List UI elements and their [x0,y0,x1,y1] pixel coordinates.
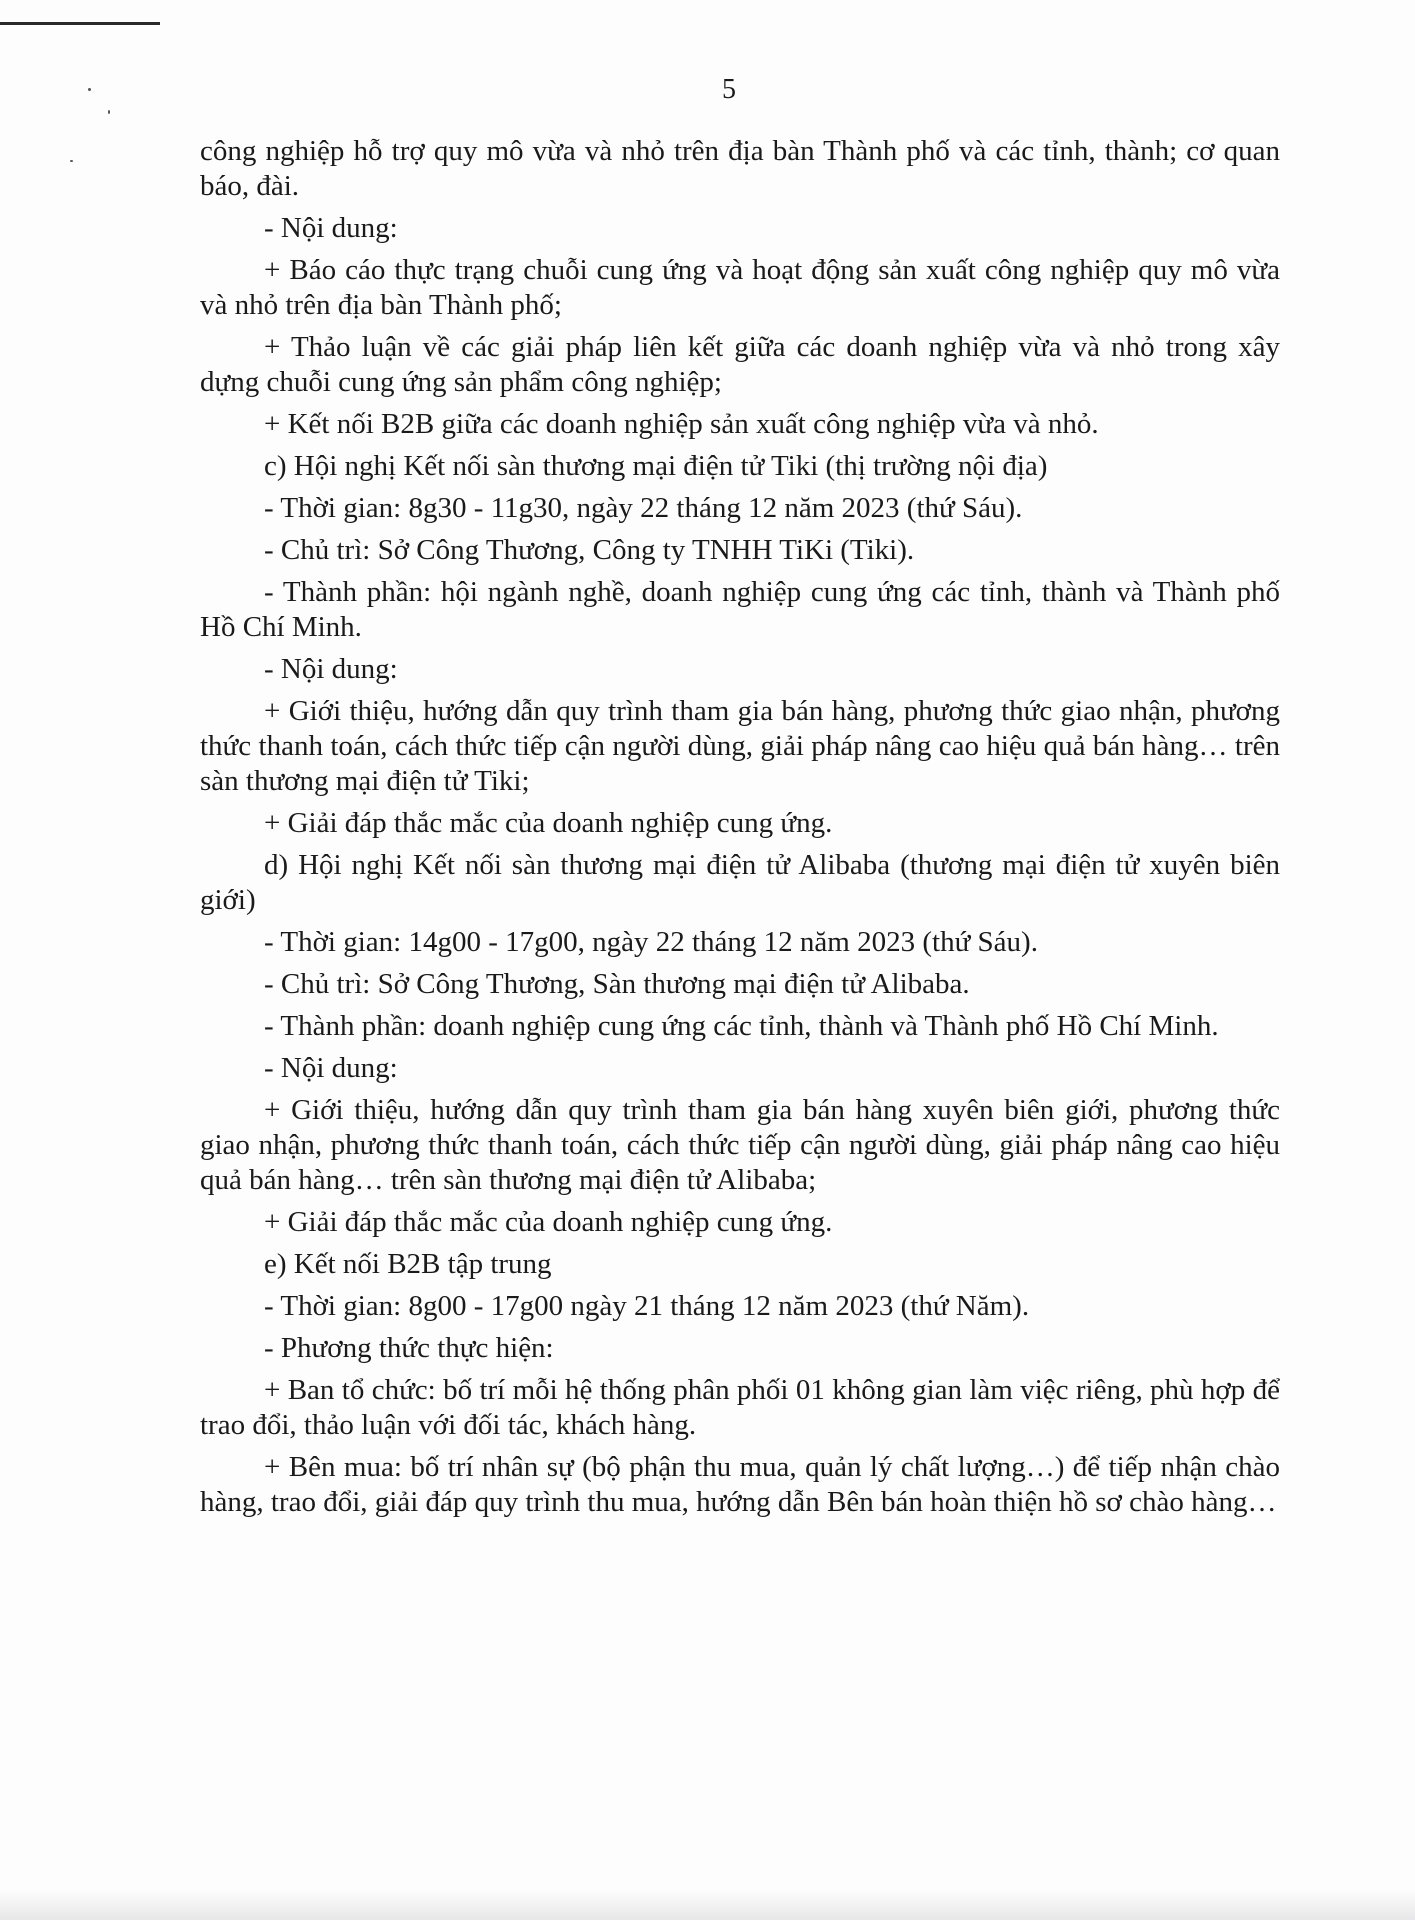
section-heading: e) Kết nối B2B tập trung [264,1248,552,1280]
paragraph: + Giới thiệu, hướng dẫn quy trình tham gia bán hàng xuyên biên giới, phương thức giao nhận, phương thức thanh toán, cách thức tiếp cận người dùng, giải pháp nâng cao hiệu quả bán hàng… trên sàn thương mại điện tử Alibaba; [200,1094,1280,1196]
section-heading: c) Hội nghị Kết nối sàn thương mại điện tử Tiki (thị trường nội địa) [264,450,1048,482]
paragraph: - Phương thức thực hiện: [264,1332,554,1364]
scan-speck [108,110,110,114]
paragraph: + Ban tổ chức: bố trí mỗi hệ thống phân phối 01 không gian làm việc riêng, phù hợp để trao đổi, thảo luận với đối tác, khách hàng. [200,1374,1280,1441]
document-body [200,134,1280,1527]
page-number: 5 [722,74,736,105]
paragraph: - Nội dung: [264,653,398,685]
paragraph: - Thời gian: 8g00 - 17g00 ngày 21 tháng 12 năm 2023 (thứ Năm). [264,1290,1030,1322]
scan-speck [70,160,73,162]
paragraph: + Thảo luận về các giải pháp liên kết giữa các doanh nghiệp vừa và nhỏ trong xây dựng chuỗi cung ứng sản phẩm công nghiệp; [200,331,1280,398]
paragraph: + Giới thiệu, hướng dẫn quy trình tham gia bán hàng, phương thức giao nhận, phương thức thanh toán, cách thức tiếp cận người dùng, giải pháp nâng cao hiệu quả bán hàng… trên sàn thương mại điện tử Tiki; [200,695,1280,797]
scan-artifact-line [0,22,160,25]
paragraph: - Thời gian: 14g00 - 17g00, ngày 22 tháng 12 năm 2023 (thứ Sáu). [264,926,1038,958]
paragraph: - Nội dung: [264,1052,398,1084]
paragraph: + Kết nối B2B giữa các doanh nghiệp sản xuất công nghiệp vừa và nhỏ. [264,408,1099,440]
paragraph: + Báo cáo thực trạng chuỗi cung ứng và hoạt động sản xuất công nghiệp quy mô vừa và nhỏ trên địa bàn Thành phố; [200,254,1280,321]
paragraph: - Nội dung: [264,212,398,244]
paragraph: + Giải đáp thắc mắc của doanh nghiệp cung ứng. [264,1206,833,1238]
section-heading: d) Hội nghị Kết nối sàn thương mại điện tử Alibaba (thương mại điện tử xuyên biên giới) [200,849,1280,916]
paragraph: - Chủ trì: Sở Công Thương, Sàn thương mại điện tử Alibaba. [264,968,970,1000]
paragraph: - Thành phần: doanh nghiệp cung ứng các tỉnh, thành và Thành phố Hồ Chí Minh. [264,1010,1219,1042]
paragraph: công nghiệp hỗ trợ quy mô vừa và nhỏ trên địa bàn Thành phố và các tỉnh, thành; cơ quan báo, đài. [200,135,1280,202]
paragraph: + Giải đáp thắc mắc của doanh nghiệp cung ứng. [264,807,833,839]
paragraph: - Thành phần: hội ngành nghề, doanh nghiệp cung ứng các tỉnh, thành và Thành phố Hồ Chí Minh. [200,576,1280,643]
paragraph: - Thời gian: 8g30 - 11g30, ngày 22 tháng 12 năm 2023 (thứ Sáu). [264,492,1023,524]
scan-bottom-edge [0,1890,1415,1920]
paragraph: + Bên mua: bố trí nhân sự (bộ phận thu mua, quản lý chất lượng…) để tiếp nhận chào hàng, trao đổi, giải đáp quy trình thu mua, hướng dẫn Bên bán hoàn thiện hồ sơ chào hàng… [200,1451,1280,1518]
paragraph: - Chủ trì: Sở Công Thương, Công ty TNHH TiKi (Tiki). [264,534,915,566]
